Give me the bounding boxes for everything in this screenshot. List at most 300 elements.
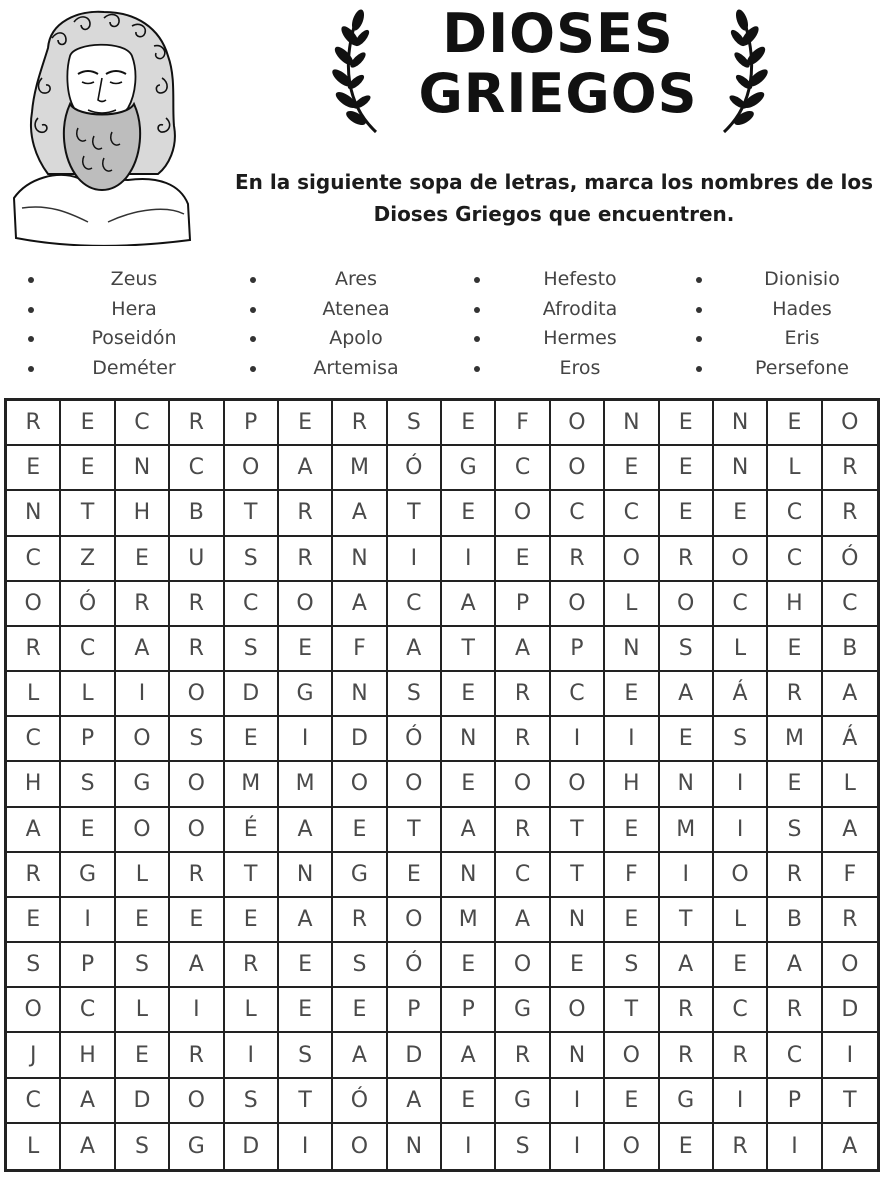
grid-cell[interactable]: O bbox=[225, 446, 279, 491]
grid-cell[interactable]: E bbox=[768, 762, 822, 807]
grid-cell[interactable]: Ó bbox=[61, 582, 115, 627]
grid-cell[interactable]: B bbox=[170, 491, 224, 536]
grid-cell[interactable]: O bbox=[551, 762, 605, 807]
grid-cell[interactable]: E bbox=[333, 988, 387, 1033]
grid-cell[interactable]: I bbox=[116, 672, 170, 717]
grid-cell[interactable]: G bbox=[496, 1079, 550, 1124]
grid-cell[interactable]: T bbox=[225, 853, 279, 898]
grid-cell[interactable]: N bbox=[116, 446, 170, 491]
grid-cell[interactable]: C bbox=[823, 582, 877, 627]
grid-cell[interactable]: E bbox=[605, 808, 659, 853]
grid-cell[interactable]: O bbox=[7, 988, 61, 1033]
grid-cell[interactable]: O bbox=[279, 582, 333, 627]
grid-cell[interactable]: P bbox=[61, 943, 115, 988]
grid-cell[interactable]: I bbox=[551, 1124, 605, 1169]
grid-cell[interactable]: C bbox=[496, 446, 550, 491]
grid-cell[interactable]: E bbox=[605, 446, 659, 491]
grid-cell[interactable]: R bbox=[333, 401, 387, 446]
grid-cell[interactable]: O bbox=[496, 762, 550, 807]
grid-cell[interactable]: O bbox=[551, 988, 605, 1033]
grid-cell[interactable]: R bbox=[170, 582, 224, 627]
grid-cell[interactable]: E bbox=[660, 717, 714, 762]
grid-cell[interactable]: G bbox=[170, 1124, 224, 1169]
grid-cell[interactable]: O bbox=[605, 1124, 659, 1169]
grid-cell[interactable]: C bbox=[170, 446, 224, 491]
grid-cell[interactable]: A bbox=[823, 808, 877, 853]
grid-cell[interactable]: E bbox=[61, 401, 115, 446]
grid-cell[interactable]: P bbox=[496, 582, 550, 627]
word-label: Atenea bbox=[322, 297, 390, 320]
grid-cell[interactable]: R bbox=[170, 1033, 224, 1078]
grid-cell[interactable]: M bbox=[333, 446, 387, 491]
grid-cell[interactable]: N bbox=[714, 446, 768, 491]
grid-cell[interactable]: I bbox=[660, 853, 714, 898]
word-label: Poseidón bbox=[91, 327, 177, 349]
grid-cell[interactable]: M bbox=[279, 762, 333, 807]
grid-cell[interactable]: S bbox=[660, 627, 714, 672]
grid-cell[interactable]: Á bbox=[823, 717, 877, 762]
grid-cell[interactable]: S bbox=[388, 672, 442, 717]
grid-cell[interactable]: I bbox=[714, 1079, 768, 1124]
grid-cell[interactable]: Z bbox=[61, 537, 115, 582]
grid-cell[interactable]: E bbox=[605, 1079, 659, 1124]
word-label: Artemisa bbox=[313, 356, 399, 379]
grid-cell[interactable]: E bbox=[714, 491, 768, 536]
grid-cell[interactable]: O bbox=[388, 898, 442, 943]
grid-cell[interactable]: H bbox=[116, 491, 170, 536]
grid-cell[interactable]: L bbox=[61, 672, 115, 717]
grid-cell[interactable]: R bbox=[768, 853, 822, 898]
grid-cell[interactable]: R bbox=[714, 1124, 768, 1169]
word-label: Eris bbox=[784, 327, 820, 349]
grid-cell[interactable]: C bbox=[551, 491, 605, 536]
grid-cell[interactable]: O bbox=[170, 1079, 224, 1124]
grid-cell[interactable]: R bbox=[660, 537, 714, 582]
grid-cell[interactable]: S bbox=[116, 1124, 170, 1169]
grid-cell[interactable]: S bbox=[714, 717, 768, 762]
grid-cell[interactable]: J bbox=[7, 1033, 61, 1078]
grid-cell[interactable]: A bbox=[388, 627, 442, 672]
grid-cell[interactable]: O bbox=[333, 1124, 387, 1169]
grid-cell[interactable]: N bbox=[333, 672, 387, 717]
grid-cell[interactable]: R bbox=[279, 491, 333, 536]
grid-cell[interactable]: A bbox=[116, 627, 170, 672]
grid-cell[interactable]: G bbox=[279, 672, 333, 717]
grid-cell[interactable]: T bbox=[605, 988, 659, 1033]
grid-cell[interactable]: I bbox=[279, 1124, 333, 1169]
grid-cell[interactable]: O bbox=[551, 582, 605, 627]
grid-cell[interactable]: G bbox=[660, 1079, 714, 1124]
grid-cell[interactable]: D bbox=[823, 988, 877, 1033]
grid-cell[interactable]: A bbox=[768, 943, 822, 988]
grid-cell[interactable]: O bbox=[170, 808, 224, 853]
grid-cell[interactable]: A bbox=[842, 1133, 858, 1159]
grid-cell[interactable]: N bbox=[279, 853, 333, 898]
grid-cell[interactable]: N bbox=[388, 1124, 442, 1169]
grid-cell[interactable]: I bbox=[605, 717, 659, 762]
grid-cell[interactable]: O bbox=[170, 762, 224, 807]
grid-cell[interactable]: S bbox=[279, 1033, 333, 1078]
grid-cell[interactable]: N bbox=[660, 762, 714, 807]
grid-cell[interactable]: A bbox=[333, 491, 387, 536]
grid-cell[interactable]: R bbox=[768, 988, 822, 1033]
grid-cell[interactable]: A bbox=[496, 627, 550, 672]
grid-cell[interactable]: R bbox=[768, 672, 822, 717]
grid-cell[interactable]: D bbox=[333, 717, 387, 762]
grid-cell[interactable]: N bbox=[333, 537, 387, 582]
grid-cell[interactable]: R bbox=[496, 1033, 550, 1078]
grid-cell[interactable]: R bbox=[660, 988, 714, 1033]
grid-cell[interactable]: S bbox=[170, 717, 224, 762]
grid-cell[interactable]: I bbox=[768, 1124, 822, 1169]
grid-cell[interactable]: R bbox=[116, 582, 170, 627]
grid-cell[interactable]: I bbox=[279, 717, 333, 762]
grid-cell[interactable]: O bbox=[660, 582, 714, 627]
grid-cell[interactable]: T bbox=[551, 808, 605, 853]
grid-cell[interactable]: R bbox=[551, 537, 605, 582]
grid-cell[interactable]: G bbox=[496, 988, 550, 1033]
grid-cell[interactable]: O bbox=[605, 537, 659, 582]
grid-cell[interactable]: I bbox=[714, 808, 768, 853]
grid-cell[interactable]: E bbox=[496, 537, 550, 582]
grid-cell[interactable]: N bbox=[714, 401, 768, 446]
grid-cell[interactable]: I bbox=[225, 1033, 279, 1078]
grid-cell[interactable]: P bbox=[768, 1079, 822, 1124]
title-line-2: GRIEGOS bbox=[418, 62, 698, 125]
grid-cell[interactable]: T bbox=[442, 627, 496, 672]
grid-cell[interactable]: A bbox=[442, 582, 496, 627]
grid-cell[interactable]: O bbox=[170, 672, 224, 717]
grid-cell[interactable]: E bbox=[170, 898, 224, 943]
grid-cell[interactable]: S bbox=[61, 762, 115, 807]
grid-cell[interactable]: S bbox=[225, 1079, 279, 1124]
grid-cell[interactable]: F bbox=[333, 627, 387, 672]
grid-cell[interactable]: M bbox=[442, 898, 496, 943]
grid-cell[interactable]: E bbox=[768, 401, 822, 446]
grid-cell[interactable]: Ó bbox=[388, 943, 442, 988]
grid-cell[interactable]: R bbox=[714, 1033, 768, 1078]
grid-cell[interactable]: M bbox=[660, 808, 714, 853]
grid-cell[interactable]: H bbox=[768, 582, 822, 627]
grid-cell[interactable]: Á bbox=[714, 672, 768, 717]
grid-cell[interactable]: E bbox=[660, 446, 714, 491]
grid-cell[interactable]: E bbox=[61, 808, 115, 853]
grid-cell[interactable]: E bbox=[279, 401, 333, 446]
grid-cell[interactable]: T bbox=[61, 491, 115, 536]
grid-cell[interactable]: I bbox=[388, 537, 442, 582]
grid-cell[interactable]: S bbox=[388, 401, 442, 446]
grid-cell[interactable]: T bbox=[660, 898, 714, 943]
grid-cell[interactable]: O bbox=[116, 808, 170, 853]
grid-cell[interactable]: C bbox=[768, 491, 822, 536]
grid-cell[interactable]: A bbox=[61, 1124, 115, 1169]
grid-cell[interactable]: R bbox=[333, 898, 387, 943]
grid-cell[interactable]: M bbox=[768, 717, 822, 762]
grid-cell[interactable]: D bbox=[225, 1124, 279, 1169]
grid-cell[interactable]: E bbox=[333, 808, 387, 853]
grid-cell[interactable]: R bbox=[170, 627, 224, 672]
grid-cell[interactable]: O bbox=[551, 446, 605, 491]
word-label: Zeus bbox=[110, 268, 158, 290]
grid-cell[interactable]: N bbox=[7, 491, 61, 536]
grid-cell[interactable]: E bbox=[279, 988, 333, 1033]
grid-cell[interactable]: L bbox=[7, 1124, 61, 1169]
grid-cell[interactable]: C bbox=[605, 491, 659, 536]
grid-cell[interactable]: L bbox=[714, 627, 768, 672]
bullet-icon bbox=[28, 366, 34, 372]
grid-cell[interactable]: O bbox=[823, 943, 877, 988]
grid-cell[interactable]: P bbox=[225, 401, 279, 446]
grid-cell[interactable]: R bbox=[7, 627, 61, 672]
grid-cell[interactable]: E bbox=[660, 491, 714, 536]
grid-cell[interactable]: O bbox=[714, 853, 768, 898]
grid-cell[interactable]: E bbox=[7, 898, 61, 943]
word-search-grid bbox=[4, 398, 880, 1172]
grid-cell[interactable]: I bbox=[551, 717, 605, 762]
grid-cell[interactable]: E bbox=[279, 627, 333, 672]
grid-cell[interactable]: L bbox=[116, 853, 170, 898]
grid-cell[interactable]: A bbox=[61, 1079, 115, 1124]
grid-cell[interactable]: A bbox=[442, 808, 496, 853]
grid-cell[interactable]: A bbox=[279, 808, 333, 853]
grid-cell[interactable]: L bbox=[116, 988, 170, 1033]
grid-cell[interactable]: E bbox=[116, 898, 170, 943]
grid-cell[interactable]: A bbox=[823, 672, 877, 717]
grid-cell[interactable]: E bbox=[605, 672, 659, 717]
grid-cell[interactable]: A bbox=[170, 943, 224, 988]
word-list-item bbox=[682, 295, 886, 325]
grid-cell[interactable]: Ó bbox=[388, 446, 442, 491]
grid-cell[interactable]: G bbox=[116, 762, 170, 807]
grid-cell[interactable]: S bbox=[605, 943, 659, 988]
page-title bbox=[388, 4, 728, 124]
grid-cell[interactable]: R bbox=[279, 537, 333, 582]
grid-cell[interactable]: E bbox=[714, 943, 768, 988]
word-list-item bbox=[682, 324, 886, 354]
grid-cell[interactable]: E bbox=[442, 672, 496, 717]
grid-cell[interactable]: C bbox=[61, 988, 115, 1033]
grid-cell[interactable]: N bbox=[551, 1033, 605, 1078]
grid-cell[interactable]: P bbox=[61, 717, 115, 762]
grid-cell[interactable]: L bbox=[225, 988, 279, 1033]
grid-cell[interactable]: O bbox=[605, 1033, 659, 1078]
grid-cell[interactable]: R bbox=[225, 943, 279, 988]
grid-cell[interactable]: I bbox=[170, 988, 224, 1033]
grid-cell[interactable]: T bbox=[388, 808, 442, 853]
grid-cell[interactable]: Ó bbox=[823, 537, 877, 582]
grid-cell[interactable]: C bbox=[768, 1033, 822, 1078]
grid-cell[interactable]: S bbox=[7, 943, 61, 988]
grid-cell[interactable]: R bbox=[823, 898, 877, 943]
grid-cell[interactable]: A bbox=[660, 672, 714, 717]
grid-cell[interactable]: Ó bbox=[333, 1079, 387, 1124]
grid-cell[interactable]: E bbox=[7, 446, 61, 491]
bullet-icon bbox=[250, 336, 256, 342]
grid-cell[interactable]: E bbox=[768, 627, 822, 672]
grid-cell[interactable]: G bbox=[333, 853, 387, 898]
bullet-icon bbox=[250, 277, 256, 283]
word-list-column bbox=[460, 265, 678, 383]
grid-cell[interactable]: L bbox=[714, 898, 768, 943]
grid-cell[interactable]: M bbox=[225, 762, 279, 807]
word-label: Hera bbox=[111, 297, 157, 320]
grid-cell[interactable]: C bbox=[768, 537, 822, 582]
grid-cell[interactable]: T bbox=[225, 491, 279, 536]
bullet-icon bbox=[28, 307, 34, 313]
grid-cell[interactable]: O bbox=[333, 762, 387, 807]
grid-cell[interactable]: R bbox=[823, 491, 877, 536]
grid-cell[interactable]: A bbox=[333, 1033, 387, 1078]
grid-cell[interactable]: D bbox=[116, 1079, 170, 1124]
grid-cell[interactable]: T bbox=[279, 1079, 333, 1124]
word-label: Persefone bbox=[755, 356, 849, 379]
grid-cell[interactable]: T bbox=[551, 853, 605, 898]
grid-cell[interactable]: E bbox=[442, 1079, 496, 1124]
word-list bbox=[14, 265, 884, 385]
grid-cell[interactable]: E bbox=[279, 943, 333, 988]
word-list-item bbox=[236, 265, 454, 295]
grid-cell[interactable]: H bbox=[605, 762, 659, 807]
grid-cell[interactable]: S bbox=[333, 943, 387, 988]
grid-cell[interactable]: I bbox=[442, 537, 496, 582]
grid-cell[interactable]: O bbox=[7, 582, 61, 627]
grid-cell[interactable]: P bbox=[442, 988, 496, 1033]
grid-cell[interactable]: E bbox=[442, 762, 496, 807]
grid-cell[interactable]: C bbox=[714, 582, 768, 627]
grid-cell[interactable]: S bbox=[225, 627, 279, 672]
word-list-column bbox=[682, 265, 886, 383]
grid-cell[interactable]: R bbox=[170, 401, 224, 446]
grid-cell[interactable]: N bbox=[442, 717, 496, 762]
grid-cell[interactable]: A bbox=[279, 446, 333, 491]
grid-cell[interactable]: E bbox=[660, 1124, 714, 1169]
grid-cell[interactable]: P bbox=[388, 988, 442, 1033]
grid-cell[interactable]: É bbox=[225, 808, 279, 853]
grid-cell[interactable]: D bbox=[388, 1033, 442, 1078]
grid-cell[interactable]: A bbox=[7, 808, 61, 853]
grid-cell[interactable]: C bbox=[7, 537, 61, 582]
grid-cell[interactable]: G bbox=[442, 446, 496, 491]
bullet-icon bbox=[696, 366, 702, 372]
grid-cell[interactable]: I bbox=[61, 898, 115, 943]
word-label: Ares bbox=[335, 268, 377, 290]
grid-cell[interactable]: A bbox=[388, 1079, 442, 1124]
grid-cell[interactable]: I bbox=[823, 1033, 877, 1078]
bullet-icon bbox=[28, 336, 34, 342]
grid-cell[interactable]: E bbox=[551, 943, 605, 988]
grid-cell[interactable]: E bbox=[225, 717, 279, 762]
grid-cell[interactable]: L bbox=[823, 762, 877, 807]
grid-cell[interactable]: S bbox=[768, 808, 822, 853]
grid-cell[interactable]: N bbox=[605, 627, 659, 672]
grid-cell[interactable]: C bbox=[388, 582, 442, 627]
grid-cell[interactable]: F bbox=[605, 853, 659, 898]
grid-cell[interactable]: R bbox=[496, 808, 550, 853]
grid-cell[interactable]: A bbox=[660, 943, 714, 988]
grid-cell[interactable]: O bbox=[388, 762, 442, 807]
grid-cell[interactable]: A bbox=[442, 1033, 496, 1078]
grid-cell[interactable]: R bbox=[7, 853, 61, 898]
grid-cell[interactable]: E bbox=[116, 537, 170, 582]
grid-cell[interactable]: E bbox=[605, 898, 659, 943]
grid-cell[interactable]: U bbox=[170, 537, 224, 582]
grid-cell[interactable]: S bbox=[225, 537, 279, 582]
grid-cell[interactable]: R bbox=[170, 853, 224, 898]
grid-cell[interactable]: C bbox=[61, 627, 115, 672]
grid-cell[interactable]: I bbox=[442, 1124, 496, 1169]
grid-cell[interactable]: B bbox=[768, 898, 822, 943]
grid-cell[interactable]: R bbox=[660, 1033, 714, 1078]
grid-cell[interactable]: F bbox=[823, 853, 877, 898]
grid-cell[interactable]: O bbox=[823, 401, 877, 446]
word-label: Hermes bbox=[543, 327, 617, 349]
grid-cell[interactable]: L bbox=[7, 672, 61, 717]
word-list-item bbox=[14, 354, 232, 384]
grid-cell[interactable]: E bbox=[116, 1033, 170, 1078]
grid-cell[interactable]: L bbox=[605, 582, 659, 627]
grid-cell[interactable]: N bbox=[551, 898, 605, 943]
grid-cell[interactable]: E bbox=[225, 898, 279, 943]
grid-cell[interactable]: C bbox=[551, 672, 605, 717]
grid-cell[interactable]: O bbox=[551, 401, 605, 446]
grid-cell[interactable]: E bbox=[61, 446, 115, 491]
grid-cell[interactable]: A bbox=[333, 582, 387, 627]
grid-cell[interactable]: A bbox=[279, 898, 333, 943]
grid-cell[interactable]: A bbox=[496, 898, 550, 943]
grid-cell[interactable]: T bbox=[823, 1079, 877, 1124]
grid-cell[interactable]: R bbox=[496, 672, 550, 717]
grid-cell[interactable]: T bbox=[388, 491, 442, 536]
grid-cell[interactable]: E bbox=[442, 491, 496, 536]
grid-cell[interactable]: D bbox=[225, 672, 279, 717]
grid-cell[interactable]: R bbox=[496, 717, 550, 762]
grid-cell[interactable]: O bbox=[116, 717, 170, 762]
grid-cell[interactable]: E bbox=[442, 401, 496, 446]
word-label: Hades bbox=[772, 297, 832, 320]
bullet-icon bbox=[696, 307, 702, 313]
grid-cell[interactable]: E bbox=[660, 401, 714, 446]
grid-cell[interactable]: C bbox=[7, 1079, 61, 1124]
grid-cell[interactable]: F bbox=[496, 401, 550, 446]
grid-cell[interactable]: C bbox=[116, 401, 170, 446]
grid-cell[interactable]: C bbox=[225, 582, 279, 627]
grid-cell[interactable]: E bbox=[388, 853, 442, 898]
grid-cell[interactable]: B bbox=[823, 627, 877, 672]
grid-cell[interactable]: S bbox=[496, 1124, 550, 1169]
grid-cell[interactable]: R bbox=[7, 401, 61, 446]
grid-cell[interactable]: O bbox=[496, 491, 550, 536]
grid-cell[interactable]: H bbox=[7, 762, 61, 807]
grid-cell[interactable]: H bbox=[61, 1033, 115, 1078]
grid-cell[interactable]: I bbox=[714, 762, 768, 807]
grid-cell[interactable]: C bbox=[496, 853, 550, 898]
grid-cell[interactable]: P bbox=[551, 627, 605, 672]
grid-cell[interactable]: E bbox=[442, 943, 496, 988]
grid-cell[interactable]: S bbox=[116, 943, 170, 988]
grid-cell[interactable]: Ó bbox=[388, 717, 442, 762]
grid-cell[interactable]: O bbox=[496, 943, 550, 988]
title-line-1: DIOSES bbox=[442, 2, 674, 65]
grid-cell[interactable]: G bbox=[61, 853, 115, 898]
grid-cell[interactable]: N bbox=[605, 401, 659, 446]
grid-cell[interactable]: O bbox=[714, 537, 768, 582]
grid-cell[interactable]: L bbox=[768, 446, 822, 491]
grid-cell[interactable]: I bbox=[551, 1079, 605, 1124]
grid-cell[interactable]: C bbox=[7, 717, 61, 762]
grid-cell[interactable]: R bbox=[823, 446, 877, 491]
grid-cell[interactable]: N bbox=[442, 853, 496, 898]
grid-cell[interactable]: C bbox=[714, 988, 768, 1033]
